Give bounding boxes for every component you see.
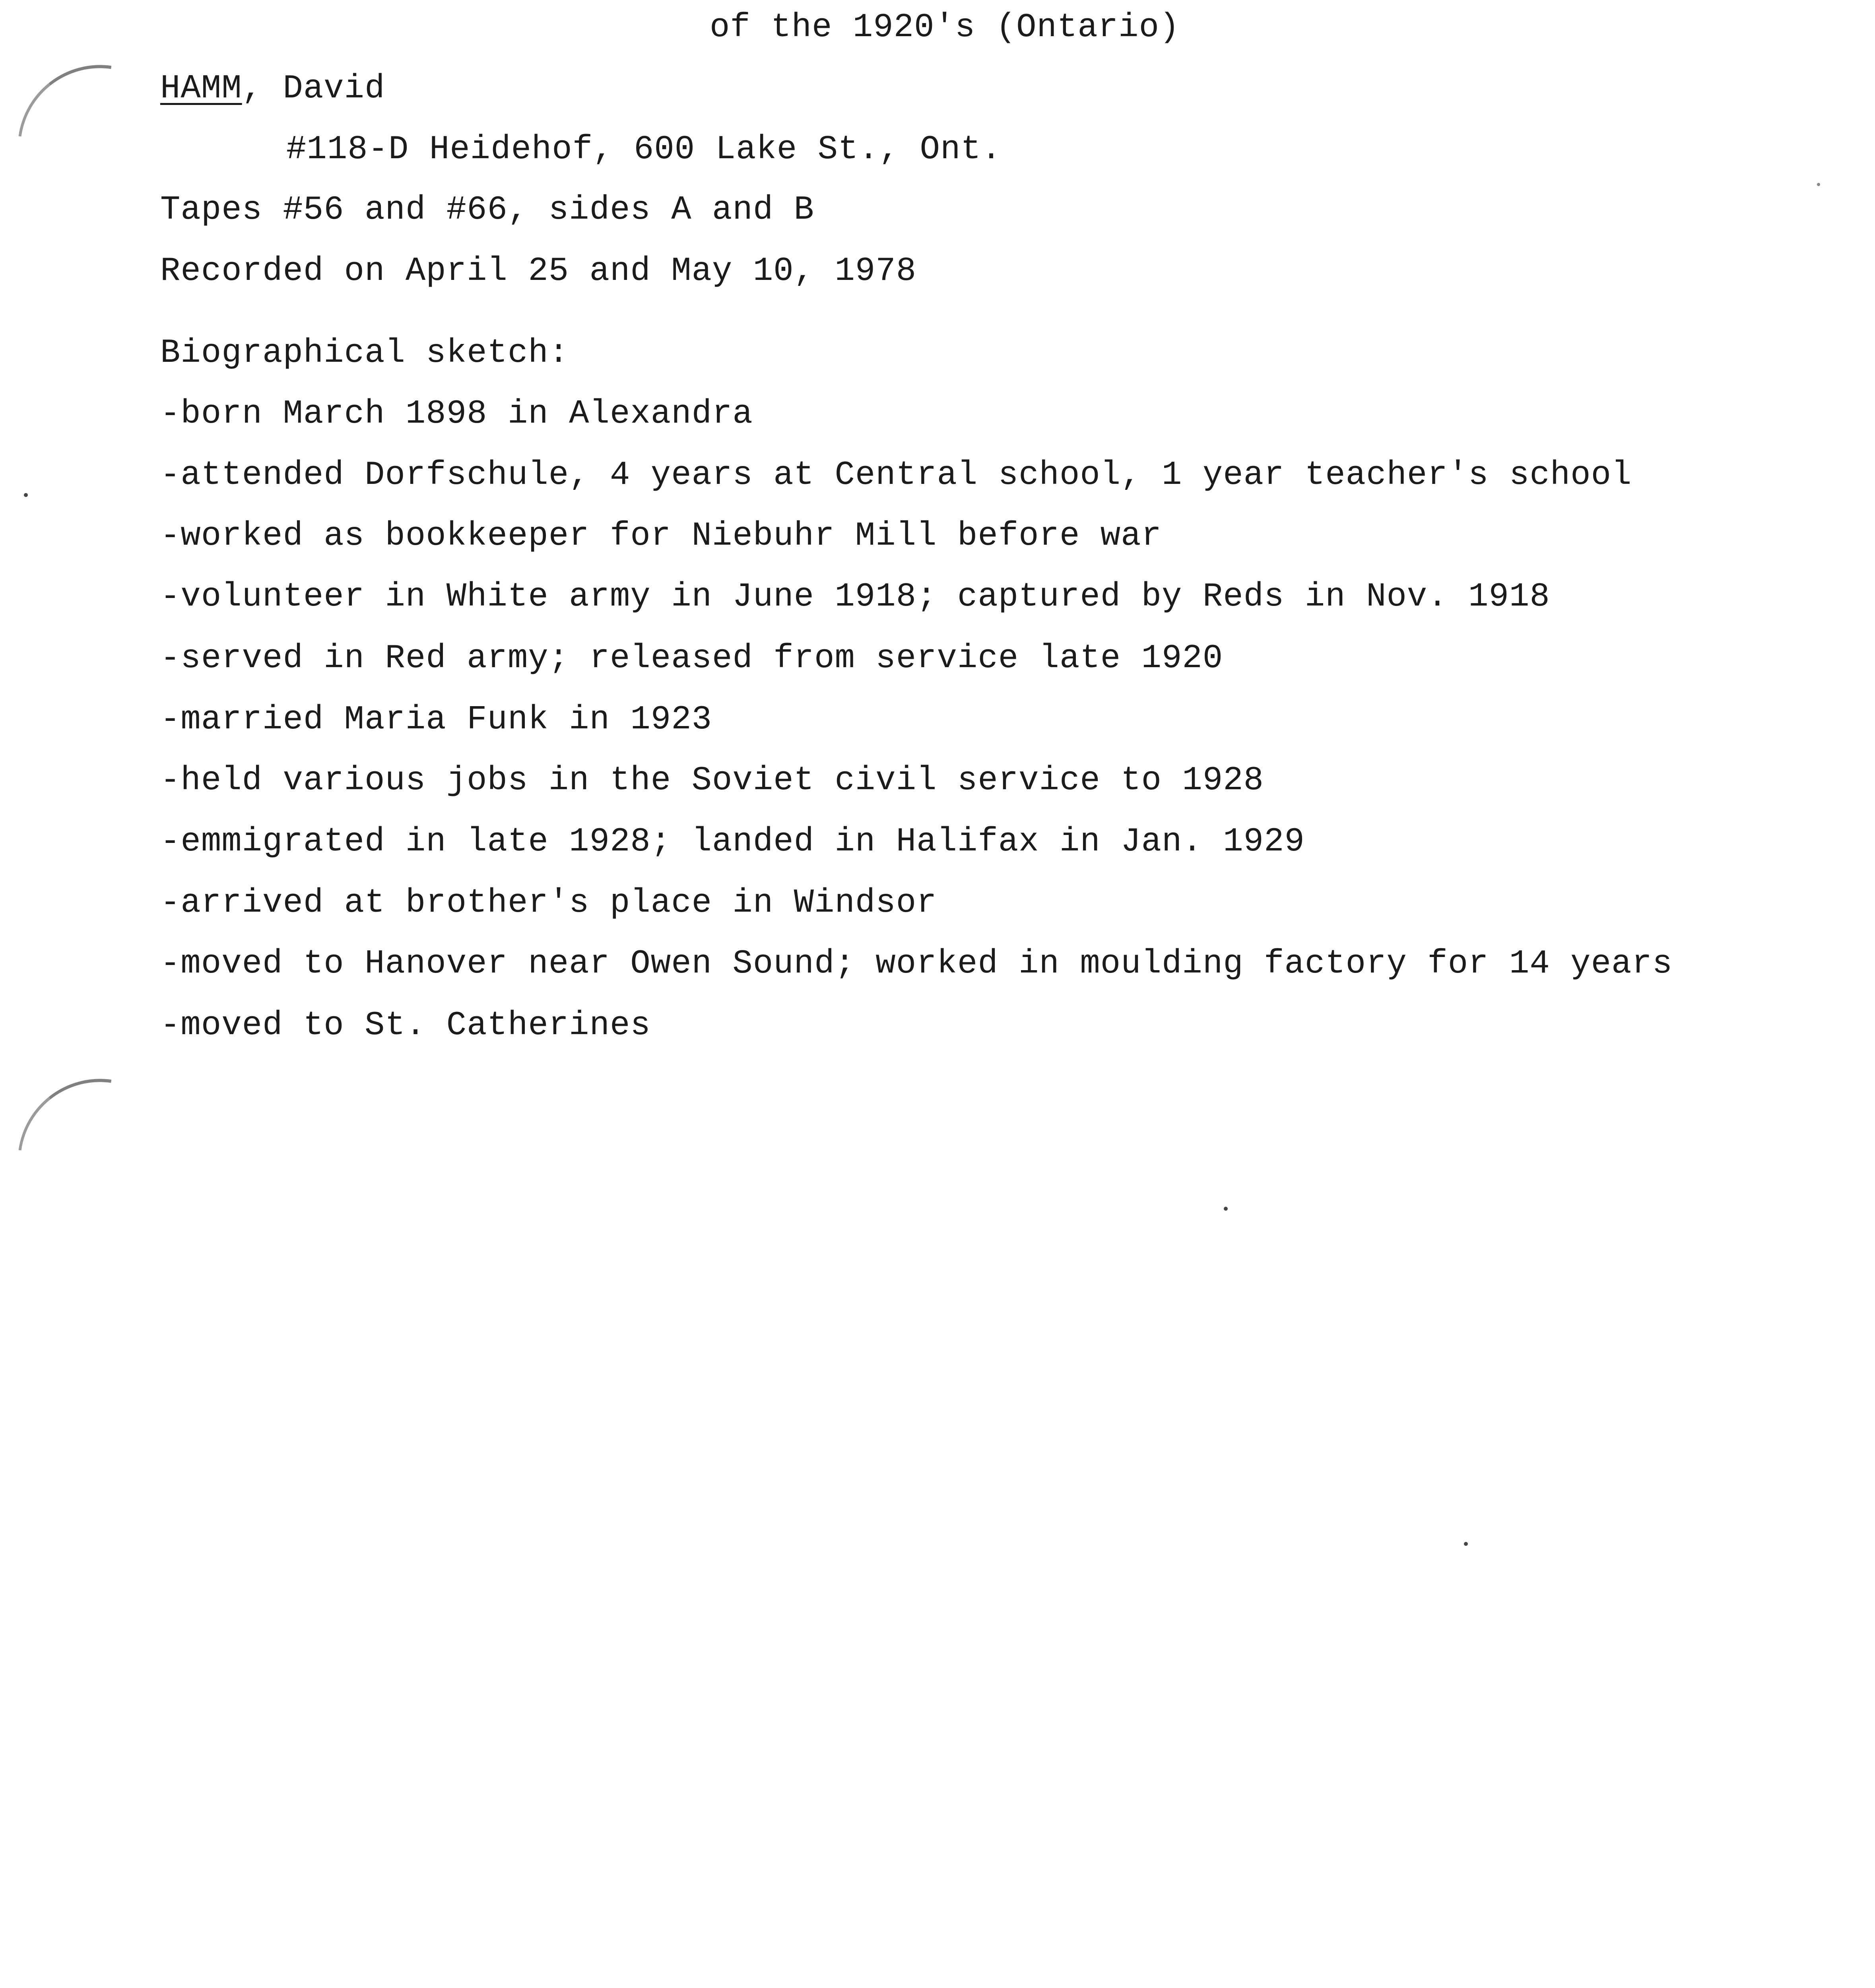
scan-speck [24, 493, 28, 497]
bio-item: -served in Red army; released from service late 1920 [160, 640, 1223, 678]
bio-item: -attended Dorfschule, 4 years at Central school, 1 year teacher's school [160, 456, 1632, 494]
tapes-line: Tapes #56 and #66, sides A and B [160, 191, 815, 229]
punch-hole-top [19, 54, 112, 148]
scan-speck [1464, 1542, 1468, 1546]
bio-item: -moved to Hanover near Owen Sound; worked in moulding factory for 14 years [160, 945, 1673, 983]
bio-item: -held various jobs in the Soviet civil service to 1928 [160, 762, 1264, 800]
bio-item: -worked as bookkeeper for Niebuhr Mill before war [160, 517, 1162, 555]
page-header: of the 1920's (Ontario) [710, 9, 1180, 47]
bio-item: -emmigrated in late 1928; landed in Halifax in Jan. 1929 [160, 823, 1305, 861]
interviewee-surname: HAMM [160, 70, 242, 108]
bio-item: -moved to St. Catherines [160, 1007, 651, 1044]
interviewee-name [160, 72, 385, 106]
punch-hole-middle [19, 1068, 112, 1162]
interviewee-address: #118-D Heidehof, 600 Lake St., Ont. [286, 131, 1002, 169]
scan-speck [1817, 183, 1820, 186]
bio-item: -arrived at brother's place in Windsor [160, 884, 937, 922]
scan-speck [1224, 1207, 1228, 1211]
bio-heading: Biographical sketch: [160, 334, 569, 372]
recorded-line: Recorded on April 25 and May 10, 1978 [160, 252, 917, 290]
interviewee-given-name: , David [242, 70, 385, 108]
bio-item: -married Maria Funk in 1923 [160, 701, 712, 739]
bio-item: -born March 1898 in Alexandra [160, 395, 753, 433]
bio-item: -volunteer in White army in June 1918; captured by Reds in Nov. 1918 [160, 578, 1550, 616]
